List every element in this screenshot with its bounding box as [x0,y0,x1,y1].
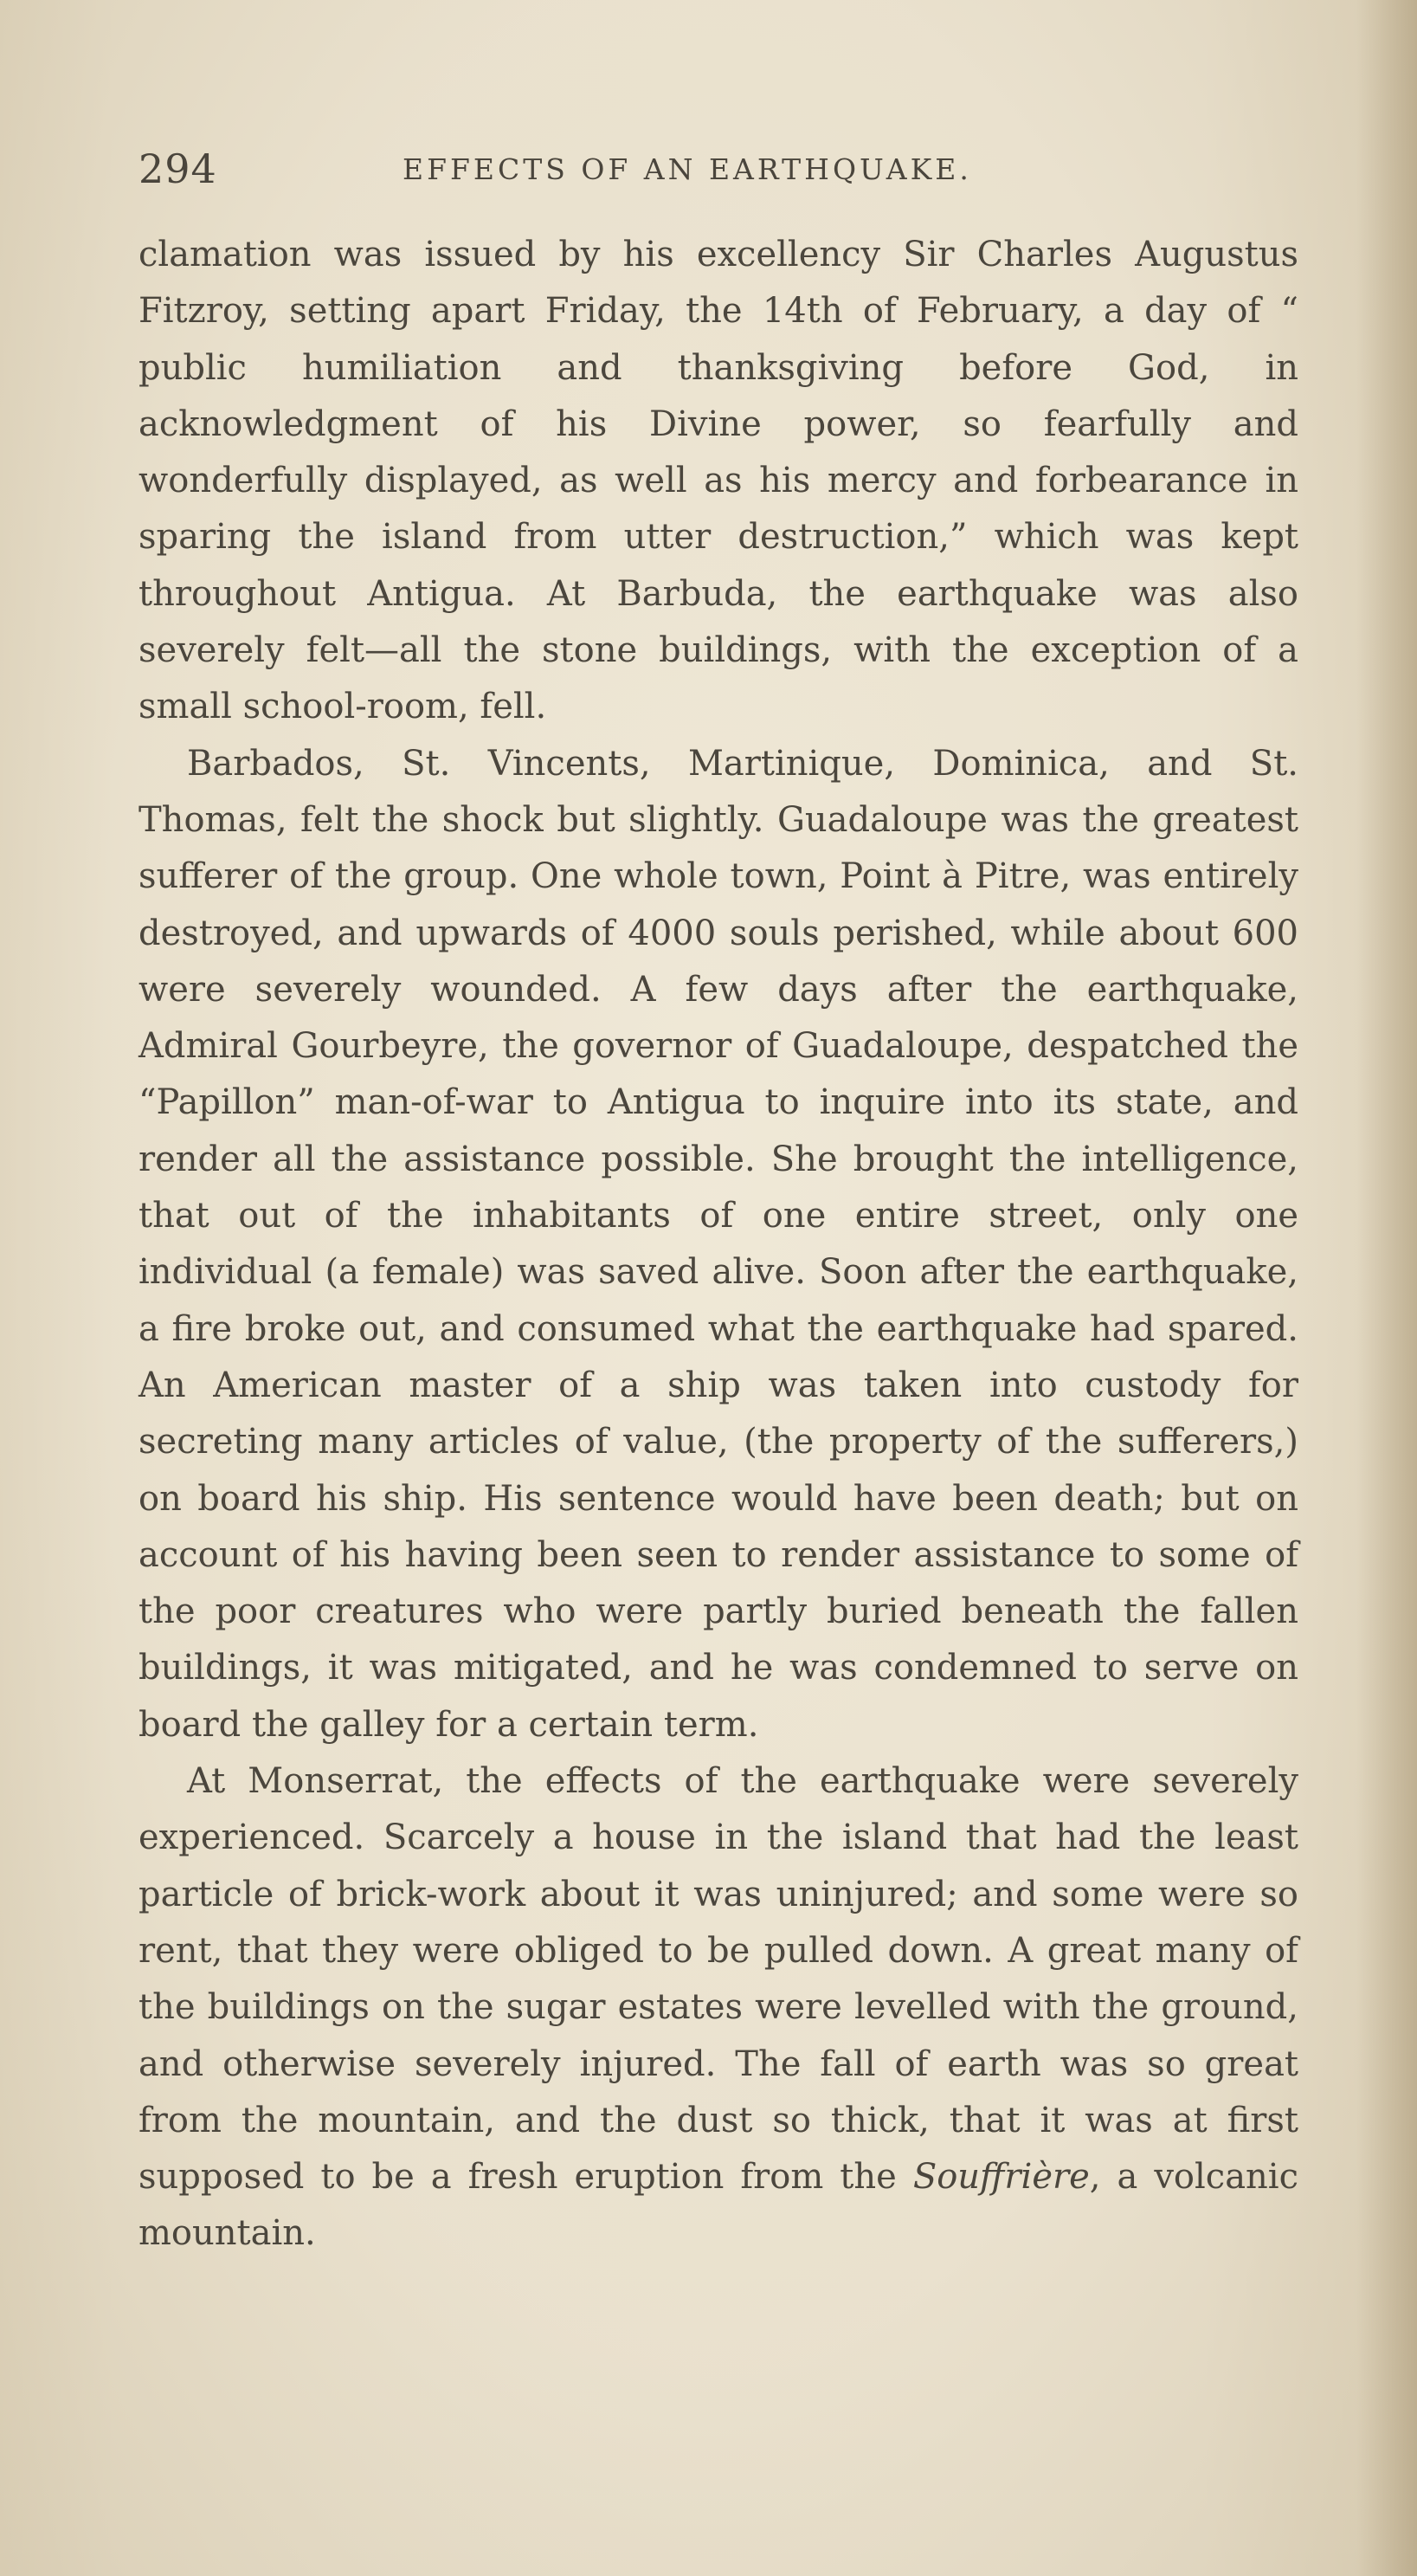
paragraph-3-text: At Monserrat, the effects of the earthquake were severely experienced. Scarcely a house in the island that had the least particle of brick-work about it was uninjured; and some were so rent, that they were obliged to be pulled down. A great many of the buildings on the sugar estates were levelled with the ground, and otherwise severely injured. The fall of earth was so great from the mountain, and the dust so thick, that it was at first supposed to be a fresh eruption from the [138,1761,1298,2198]
running-head: EFFECTS OF AN EARTHQUAKE. [403,152,972,186]
body-text [138,227,1298,2263]
paragraph-2: Barbados, St. Vincents, Martinique, Dominica, and St. Thomas, felt the shock but slightly. Guadaloupe was the greatest sufferer of the group. One whole town, Point à Pitre, was entirely destroyed, and upwards of 4000 souls perished, while about 600 were severely wounded. A few days after the earthquake, Admiral Gourbeyre, the governor of Guadaloupe, despatched the “Papillon” man-of-war to Antigua to inquire into its state, and render all the assistance possible. She brought the intelligence, that out of the inhabitants of one entire street, only one individual (a female) was saved alive. Soon after the earthquake, a fire broke out, and consumed what the earthquake had spared. An American master of a ship was taken into custody for secreting many articles of value, (the property of the sufferers,) on board his ship. His sentence would have been death; but on account of his having been seen to render assistance to some of the poor creatures who were partly buried beneath the fallen buildings, it was mitigated, and he was condemned to serve on board the galley for a certain term. [138,743,1298,1745]
paragraph-3-ending: , a volcanic mountain. [138,2157,1299,2254]
page-edge-shadow [1356,0,1417,2576]
page-number: 294 [138,145,217,192]
paragraph-1: clamation was issued by his excellency Sir Charles Augustus Fitzroy, setting apart Friday, the 14th of February, a day of “ public humiliation and thanksgiving before God, in acknowledgment of his Divine power, so fearfully and wonderfully displayed, as well as his mercy and forbearance in sparing the island from utter destruction,” which was kept throughout Antigua. At Barbuda, the earthquake was also severely felt—all the stone buildings, with the exception of a small school-room, fell. [138,235,1298,727]
page-header [138,145,1298,197]
souffriere-italic: Souffrière [912,2157,1090,2198]
paragraph-3 [138,1753,1298,2263]
